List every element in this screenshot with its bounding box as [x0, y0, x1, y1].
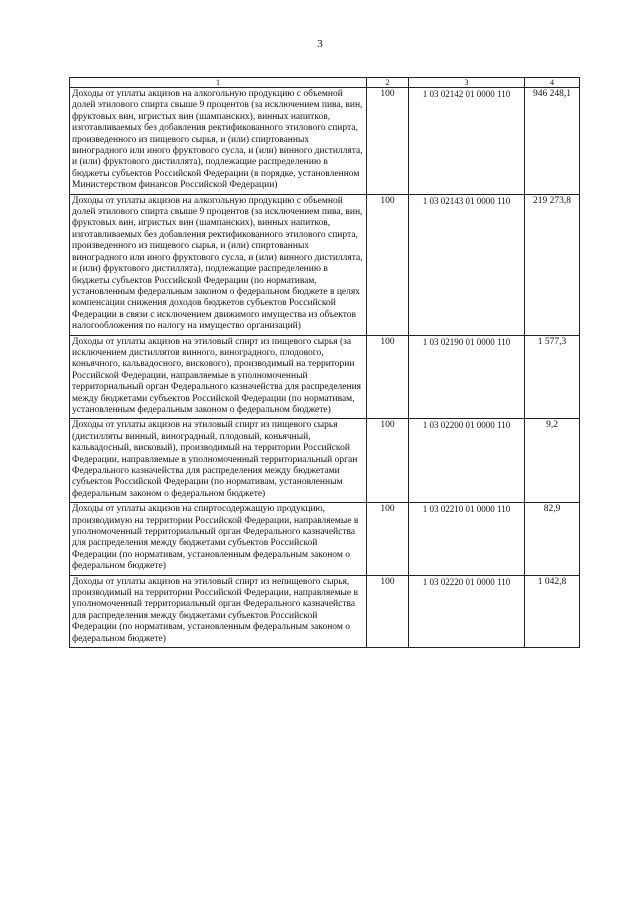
administrator-code: 100 [367, 335, 409, 419]
revenue-name: Доходы от уплаты акцизов на этиловый спирт из пищевого сырья (дистилляты винный, виноградный, плодовый, коньячный, кальвадосный, висковый), производимый на территории Российской Федерации, направляемые в уполномоченный территориальный орган Федерального казначейства для распределения между бюджетами субъектов Российской Федерации (по нормативам, установленным федеральным законом о федеральном бюджете) [70, 419, 367, 503]
column-header-4: 4 [525, 78, 580, 88]
table-row [70, 194, 580, 335]
revenue-amount: 219 273,8 [525, 194, 580, 335]
revenue-name: Доходы от уплаты акцизов на алкогольную продукцию с объемной долей этилового спирта свыше 9 процентов (за исключением пива, вин, фруктовых вин, игристых вин (шампанских), винных напитков, изготавливаемых без добавления ректификованного этилового спирта, произведенного из пищевого сырья, и (или) спиртованных виноградного или иного фруктового сусла, и (или) винного дистиллята, и (или) фруктового дистиллята), подлежащие распределению в бюджеты субъектов Российской Федерации (в порядке, установленном Министерством финансов Российской Федерации) [70, 88, 367, 195]
column-header-1: 1 [70, 78, 367, 88]
revenue-name: Доходы от уплаты акцизов на алкогольную продукцию с объемной долей этилового спирта свыше 9 процентов (за исключением пива, вин, фруктовых вин, игристых вин (шампанских), винных напитков, изготавливаемых без добавления ректификованного этилового спирта, произведенного из пищевого сырья, и (или) спиртованных виноградного или иного фруктового сусла, и (или) винного дистиллята, и (или) фруктового дистиллята), подлежащие распределению в бюджеты субъектов Российской Федерации (по нормативам, установленным федеральным законом о федеральном бюджете в целях компенсации снижения доходов бюджетов субъектов Российской Федерации в связи с исключением движимого имущества из объектов налогообложения по налогу на имущество организаций) [70, 194, 367, 335]
revenue-table [69, 77, 580, 648]
budget-classification-code: 1 03 02210 01 0000 110 [409, 503, 525, 575]
revenue-name: Доходы от уплаты акцизов на этиловый спирт из пищевого сырья (за исключением дистиллятов винного, виноградного, плодового, коньячного, кальвадосного, вискового), производимый на территории Российской Федерации, направляемые в уполномоченный территориальный орган Федерального казначейства для распределения между бюджетами субъектов Российской Федерации (по нормативам, установленным федеральным законом о федеральном бюджете) [70, 335, 367, 419]
revenue-amount: 946 248,1 [525, 88, 580, 195]
revenue-amount: 1 577,3 [525, 335, 580, 419]
revenue-amount: 9,2 [525, 419, 580, 503]
administrator-code: 100 [367, 194, 409, 335]
table-row [70, 503, 580, 575]
budget-classification-code: 1 03 02190 01 0000 110 [409, 335, 525, 419]
table-row [70, 335, 580, 419]
column-header-3: 3 [409, 78, 525, 88]
revenue-amount: 82,9 [525, 503, 580, 575]
budget-classification-code: 1 03 02220 01 0000 110 [409, 575, 525, 647]
revenue-name: Доходы от уплаты акцизов на этиловый спирт из непищевого сырья, производимый на территории Российской Федерации, направляемые в уполномоченный территориальный орган Федерального казначейства для распределения между бюджетами субъектов Российской Федерации (по нормативам, установленным федеральным законом о федеральном бюджете) [70, 575, 367, 647]
administrator-code: 100 [367, 88, 409, 195]
revenue-amount: 1 042,8 [525, 575, 580, 647]
table-row [70, 575, 580, 647]
administrator-code: 100 [367, 503, 409, 575]
administrator-code: 100 [367, 575, 409, 647]
column-number-row [70, 78, 580, 88]
table-row [70, 419, 580, 503]
budget-classification-code: 1 03 02142 01 0000 110 [409, 88, 525, 195]
administrator-code: 100 [367, 419, 409, 503]
column-header-2: 2 [367, 78, 409, 88]
table-row [70, 88, 580, 195]
budget-classification-code: 1 03 02200 01 0000 110 [409, 419, 525, 503]
page-number: 3 [317, 38, 323, 50]
budget-classification-code: 1 03 02143 01 0000 110 [409, 194, 525, 335]
revenue-name: Доходы от уплаты акцизов на спиртосодержащую продукцию, производимую на территории Российской Федерации, направляемые в уполномоченный территориальный орган Федерального казначейства для распределения между бюджетами субъектов Российской Федерации (по нормативам, установленным федеральным законом о федеральном бюджете) [70, 503, 367, 575]
